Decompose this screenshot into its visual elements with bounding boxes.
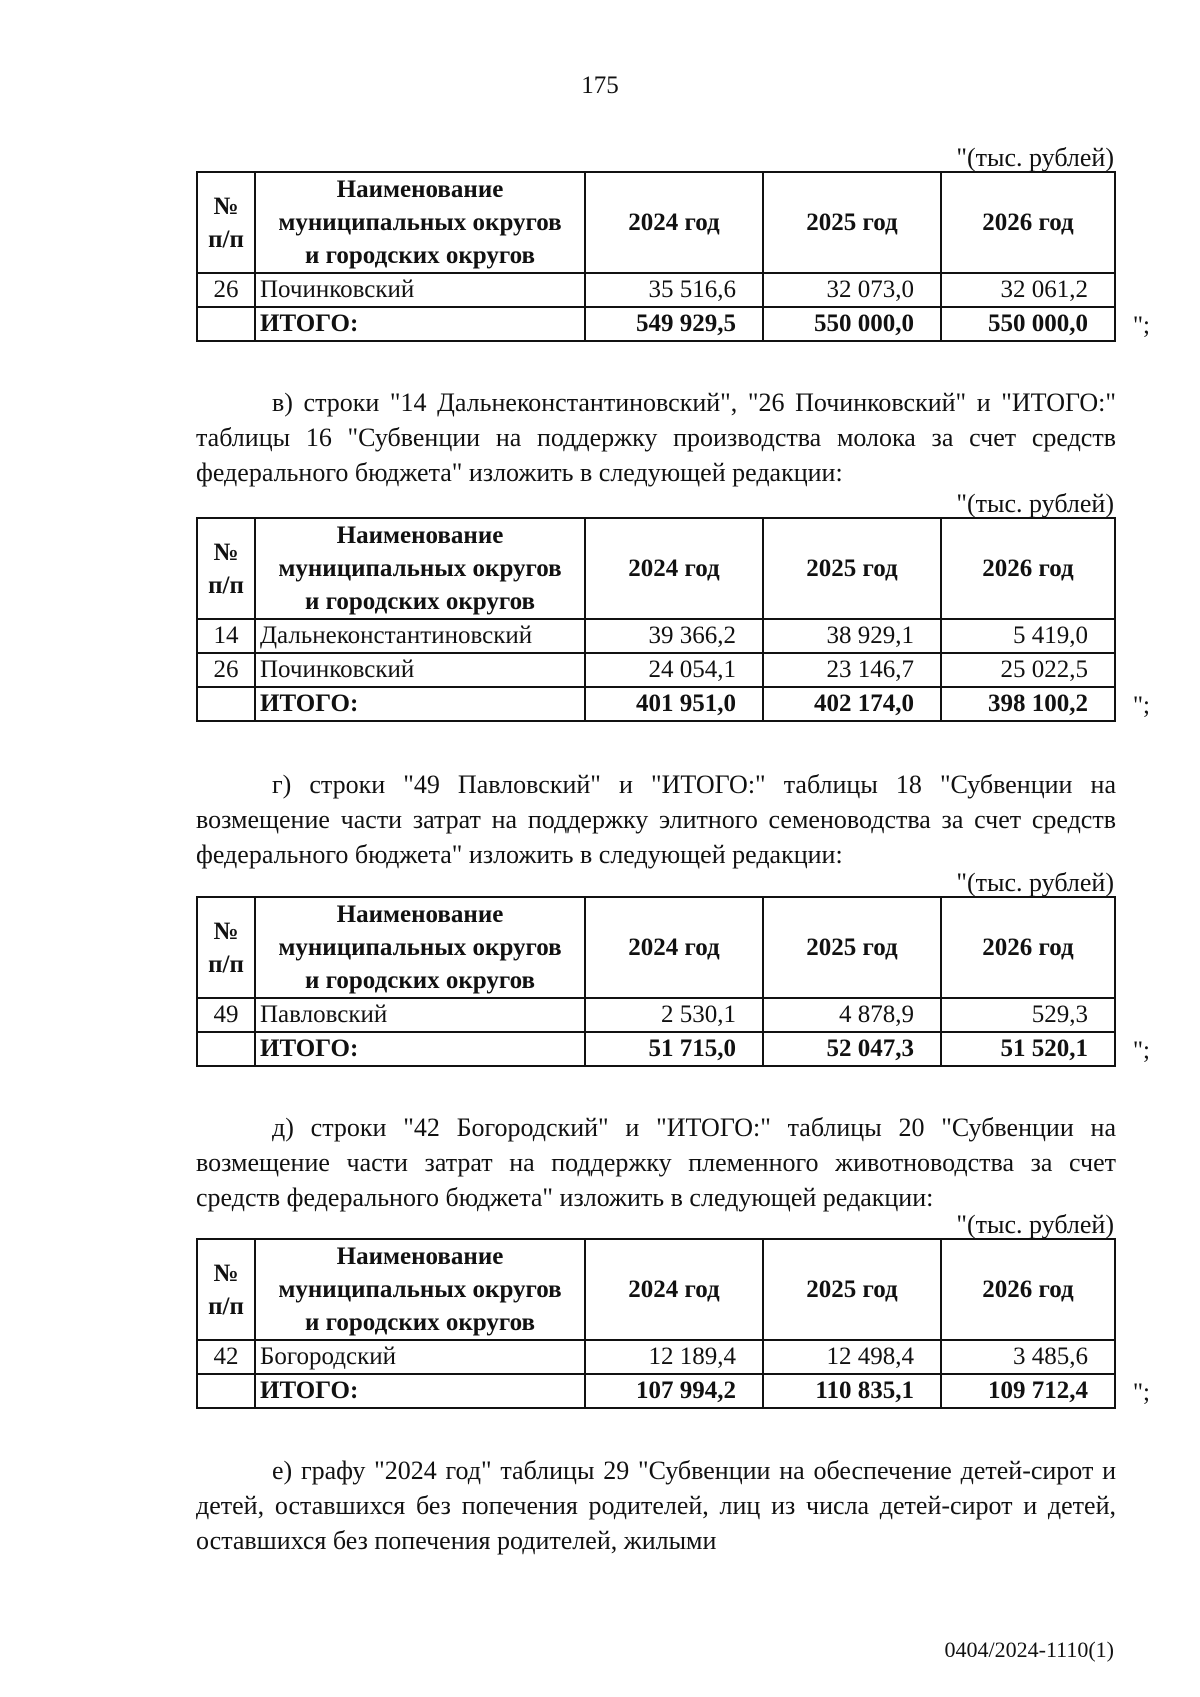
row-name: Павловский	[255, 998, 585, 1032]
row-num: 26	[197, 653, 255, 687]
row-name: Богородский	[255, 1340, 585, 1374]
table-block-b	[196, 489, 1150, 722]
row-num: 42	[197, 1340, 255, 1374]
header-2024: 2024 год	[585, 897, 763, 998]
table-block-a	[196, 143, 1150, 342]
header-num: № п/п	[197, 1239, 255, 1340]
total-num	[197, 307, 255, 341]
table-header-row	[197, 518, 1115, 619]
unit-label: "(тыс. рублей)	[956, 143, 1114, 172]
row-num: 49	[197, 998, 255, 1032]
total-row	[197, 1032, 1115, 1066]
total-2026: 109 712,4	[941, 1374, 1115, 1408]
row-2025: 38 929,1	[763, 619, 941, 653]
total-2025: 550 000,0	[763, 307, 941, 341]
header-2026: 2026 год	[941, 518, 1115, 619]
table-block-d	[196, 1210, 1150, 1409]
table-row	[197, 1340, 1115, 1374]
total-label: ИТОГО:	[255, 1032, 585, 1066]
total-row	[197, 307, 1115, 341]
header-2025: 2025 год	[763, 1239, 941, 1340]
row-2026: 5 419,0	[941, 619, 1115, 653]
row-2025: 23 146,7	[763, 653, 941, 687]
header-2025: 2025 год	[763, 172, 941, 273]
total-label: ИТОГО:	[255, 1374, 585, 1408]
row-2024: 24 054,1	[585, 653, 763, 687]
page-number: 175	[581, 72, 619, 99]
row-num: 14	[197, 619, 255, 653]
total-2026: 398 100,2	[941, 687, 1115, 721]
row-2026: 32 061,2	[941, 273, 1115, 307]
table-header-row	[197, 172, 1115, 273]
table-header-row	[197, 1239, 1115, 1340]
total-2024: 51 715,0	[585, 1032, 763, 1066]
paragraph-d: д) строки "42 Богородский" и "ИТОГО:" таблицы 20 "Субвенции на возмещение части затрат на поддержку племенного животноводства за счет средств федерального бюджета" изложить в следующей редакции:	[196, 1113, 1116, 1212]
header-name: Наименование муниципальных округов и городских округов	[255, 1239, 585, 1340]
total-2024: 549 929,5	[585, 307, 763, 341]
closing-quote: ";	[1132, 692, 1150, 719]
table-row	[197, 273, 1115, 307]
header-2026: 2026 год	[941, 1239, 1115, 1340]
row-2025: 12 498,4	[763, 1340, 941, 1374]
header-2026: 2026 год	[941, 897, 1115, 998]
total-2026: 550 000,0	[941, 307, 1115, 341]
table-block-c	[196, 868, 1150, 1067]
data-table	[196, 517, 1116, 722]
total-2024: 107 994,2	[585, 1374, 763, 1408]
total-2025: 402 174,0	[763, 687, 941, 721]
header-2026: 2026 год	[941, 172, 1115, 273]
row-2025: 4 878,9	[763, 998, 941, 1032]
total-2026: 51 520,1	[941, 1032, 1115, 1066]
row-2026: 3 485,6	[941, 1340, 1115, 1374]
row-num: 26	[197, 273, 255, 307]
header-2024: 2024 год	[585, 172, 763, 273]
row-2024: 39 366,2	[585, 619, 763, 653]
row-2025: 32 073,0	[763, 273, 941, 307]
data-table	[196, 896, 1116, 1067]
total-row	[197, 687, 1115, 721]
header-num: № п/п	[197, 897, 255, 998]
total-2025: 52 047,3	[763, 1032, 941, 1066]
row-2026: 529,3	[941, 998, 1115, 1032]
header-name: Наименование муниципальных округов и городских округов	[255, 518, 585, 619]
header-name: Наименование муниципальных округов и городских округов	[255, 172, 585, 273]
table-row	[197, 998, 1115, 1032]
header-num: № п/п	[197, 172, 255, 273]
paragraph-v: в) строки "14 Дальнеконстантиновский", "26 Починковский" и "ИТОГО:" таблицы 16 "Субвенции на поддержку производства молока за счет средств федерального бюджета" изложить в следующей редакции:	[196, 388, 1116, 487]
total-num	[197, 1374, 255, 1408]
paragraph-g: г) строки "49 Павловский" и "ИТОГО:" таблицы 18 "Субвенции на возмещение части затрат на поддержку элитного семеноводства за счет средств федерального бюджета" изложить в следующей редакции:	[196, 770, 1116, 869]
row-2026: 25 022,5	[941, 653, 1115, 687]
total-label: ИТОГО:	[255, 687, 585, 721]
table-header-row	[197, 897, 1115, 998]
unit-label: "(тыс. рублей)	[956, 868, 1114, 897]
table-row	[197, 653, 1115, 687]
row-name: Дальнеконстантиновский	[255, 619, 585, 653]
header-2024: 2024 год	[585, 518, 763, 619]
header-num: № п/п	[197, 518, 255, 619]
header-2024: 2024 год	[585, 1239, 763, 1340]
header-2025: 2025 год	[763, 897, 941, 998]
closing-quote: ";	[1132, 1379, 1150, 1406]
unit-label: "(тыс. рублей)	[956, 489, 1114, 518]
header-2025: 2025 год	[763, 518, 941, 619]
header-name: Наименование муниципальных округов и городских округов	[255, 897, 585, 998]
total-num	[197, 687, 255, 721]
paragraph-e: е) графу "2024 год" таблицы 29 "Субвенции на обеспечение детей-сирот и детей, оставшихся без попечения родителей, лиц из числа детей-сирот и детей, оставшихся без попечения родителей, жилыми	[196, 1456, 1116, 1555]
total-label: ИТОГО:	[255, 307, 585, 341]
row-name: Починковский	[255, 273, 585, 307]
closing-quote: ";	[1132, 312, 1150, 339]
closing-quote: ";	[1132, 1037, 1150, 1064]
data-table	[196, 171, 1116, 342]
document-code: 0404/2024-1110(1)	[944, 1637, 1114, 1662]
row-2024: 12 189,4	[585, 1340, 763, 1374]
table-row	[197, 619, 1115, 653]
unit-label: "(тыс. рублей)	[956, 1210, 1114, 1239]
data-table	[196, 1238, 1116, 1409]
row-name: Починковский	[255, 653, 585, 687]
row-2024: 2 530,1	[585, 998, 763, 1032]
total-num	[197, 1032, 255, 1066]
total-row	[197, 1374, 1115, 1408]
total-2024: 401 951,0	[585, 687, 763, 721]
row-2024: 35 516,6	[585, 273, 763, 307]
total-2025: 110 835,1	[763, 1374, 941, 1408]
